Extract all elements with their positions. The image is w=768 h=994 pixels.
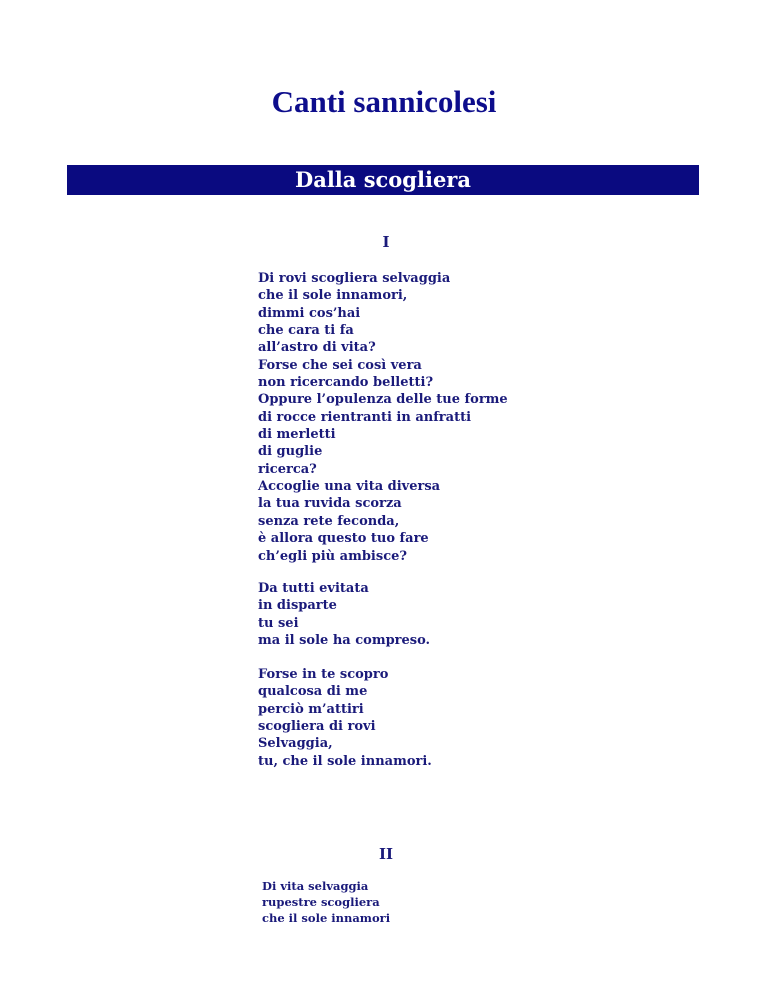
verse-line: qualcosa di me bbox=[258, 684, 368, 700]
verse-line: che cara ti fa bbox=[258, 323, 354, 339]
verse-line: perciò m’attiri bbox=[258, 701, 364, 717]
poem-number: II bbox=[378, 845, 394, 863]
verse-line: in disparte bbox=[258, 598, 337, 614]
verse-line: la tua ruvida scorza bbox=[258, 496, 402, 512]
stanza bbox=[258, 666, 432, 770]
stanza bbox=[262, 878, 390, 926]
verse-line: di rocce rientranti in anfratti bbox=[258, 409, 472, 425]
book-title: Canti sannicolesi bbox=[271, 84, 497, 119]
verse-line: Forse in te scopro bbox=[258, 667, 389, 682]
verse-line: Selvaggia, bbox=[258, 736, 333, 752]
verse-line: ricerca? bbox=[258, 461, 317, 477]
verse-line: è allora questo tuo fare bbox=[258, 531, 429, 547]
stanza bbox=[258, 580, 430, 649]
verse-line: all’astro di vita? bbox=[258, 340, 376, 356]
verse-line: tu, che il sole innamori. bbox=[258, 753, 432, 769]
verse-line: senza rete feconda, bbox=[258, 513, 400, 529]
verse-line: che il sole innamori, bbox=[258, 288, 408, 304]
verse-line: Da tutti evitata bbox=[258, 581, 369, 596]
verse-line: Accoglie una vita diversa bbox=[258, 479, 441, 495]
verse-line: scogliera di rovi bbox=[258, 719, 376, 735]
verse-line: Di rovi scogliera selvaggia bbox=[258, 271, 451, 286]
verse-line: non ricercando belletti? bbox=[258, 375, 434, 391]
section-title: Dalla scogliera bbox=[295, 167, 471, 192]
verse-line: Forse che sei così vera bbox=[258, 357, 422, 373]
verse-line: di merletti bbox=[258, 427, 336, 443]
stanza bbox=[258, 270, 508, 565]
verse-line: ch’egli più ambisce? bbox=[258, 548, 407, 564]
verse-line: di guglie bbox=[258, 444, 323, 460]
verse-line: Di vita selvaggia bbox=[262, 879, 369, 893]
verse-line: Oppure l’opulenza delle tue forme bbox=[258, 392, 508, 408]
verse-line: tu sei bbox=[258, 615, 299, 631]
verse-line: che il sole innamori bbox=[262, 911, 391, 925]
verse-line: ma il sole ha compreso. bbox=[258, 633, 431, 649]
verse-line: dimmi cos’hai bbox=[258, 305, 361, 321]
verse-line: rupestre scogliera bbox=[262, 895, 380, 909]
poem-number: I bbox=[382, 233, 390, 251]
